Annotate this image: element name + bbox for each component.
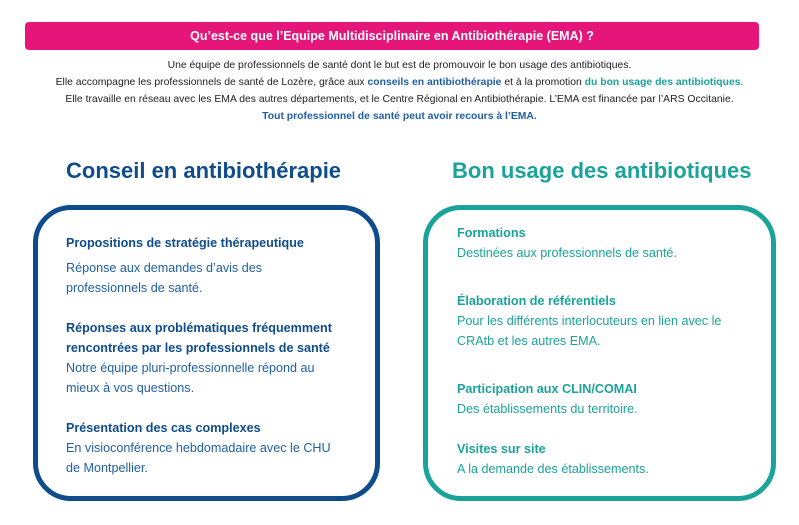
item-heading: Visites sur site — [457, 442, 546, 456]
conseil-item-2 — [66, 318, 332, 398]
item-heading: Présentation des cas complexes — [66, 421, 261, 435]
intro-line-4: Tout professionnel de santé peut avoir recours à l’EMA. — [262, 111, 537, 122]
item-text: En visioconférence hebdomadaire avec le CHU — [66, 441, 331, 455]
item-heading: Formations — [457, 226, 526, 240]
item-text: CRAtb et les autres EMA. — [457, 334, 601, 348]
header-banner — [25, 22, 759, 50]
intro-text: et à la promotion — [501, 77, 585, 88]
item-text: A la demande des établissements. — [457, 462, 649, 476]
intro-line-3: Elle travaille en réseau avec les EMA des autres départements, et le Centre Régional en Antibiothérapie. L’EMA est financée par l’ARS Occitanie. — [65, 94, 734, 105]
item-text: Des établissements du territoire. — [457, 402, 638, 416]
intro-text: . — [740, 77, 744, 88]
intro-highlight-bon-usage: du bon usage des antibiotiques — [584, 77, 741, 88]
intro-highlight-conseils: conseils en antibiothérapie — [367, 77, 502, 88]
item-text: Notre équipe pluri-professionnelle répond au — [66, 361, 315, 375]
bon-usage-item-2 — [457, 291, 721, 351]
item-heading: Propositions de stratégie thérapeutique — [66, 236, 304, 250]
item-text: Destinées aux professionnels de santé. — [457, 246, 677, 260]
item-heading: Participation aux CLIN/COMAI — [457, 382, 637, 396]
item-text: Pour les différents interlocuteurs en lien avec le — [457, 314, 722, 328]
conseil-item-3 — [66, 418, 331, 478]
item-text: de Montpellier. — [66, 461, 148, 475]
bon-usage-title: Bon usage des antibiotiques — [452, 158, 752, 183]
intro-line-1: Une équipe de professionnels de santé dont le but est de promouvoir le bon usage des antibiotiques. — [167, 60, 632, 71]
intro-line-2 — [0, 74, 799, 91]
banner-title: Qu’est-ce que l’Equipe Multidisciplinaire en Antibiothérapie (EMA) ? — [190, 29, 594, 43]
item-heading: Élaboration de référentiels — [457, 294, 616, 308]
item-text: mieux à vos questions. — [66, 381, 195, 395]
item-heading: Réponses aux problématiques fréquemment — [66, 321, 332, 335]
conseil-item-1 — [66, 233, 304, 298]
item-text: Réponse aux demandes d’avis des — [66, 261, 263, 275]
item-text: professionnels de santé. — [66, 281, 203, 295]
conseil-title: Conseil en antibiothérapie — [66, 158, 342, 183]
bon-usage-item-3 — [457, 379, 638, 419]
intro-text: Elle accompagne les professionnels de santé de Lozère, grâce aux — [55, 77, 368, 88]
bon-usage-item-1 — [457, 223, 677, 263]
bon-usage-item-4 — [457, 439, 649, 479]
intro-paragraph — [0, 57, 799, 125]
item-heading: rencontrées par les professionnels de santé — [66, 341, 330, 355]
